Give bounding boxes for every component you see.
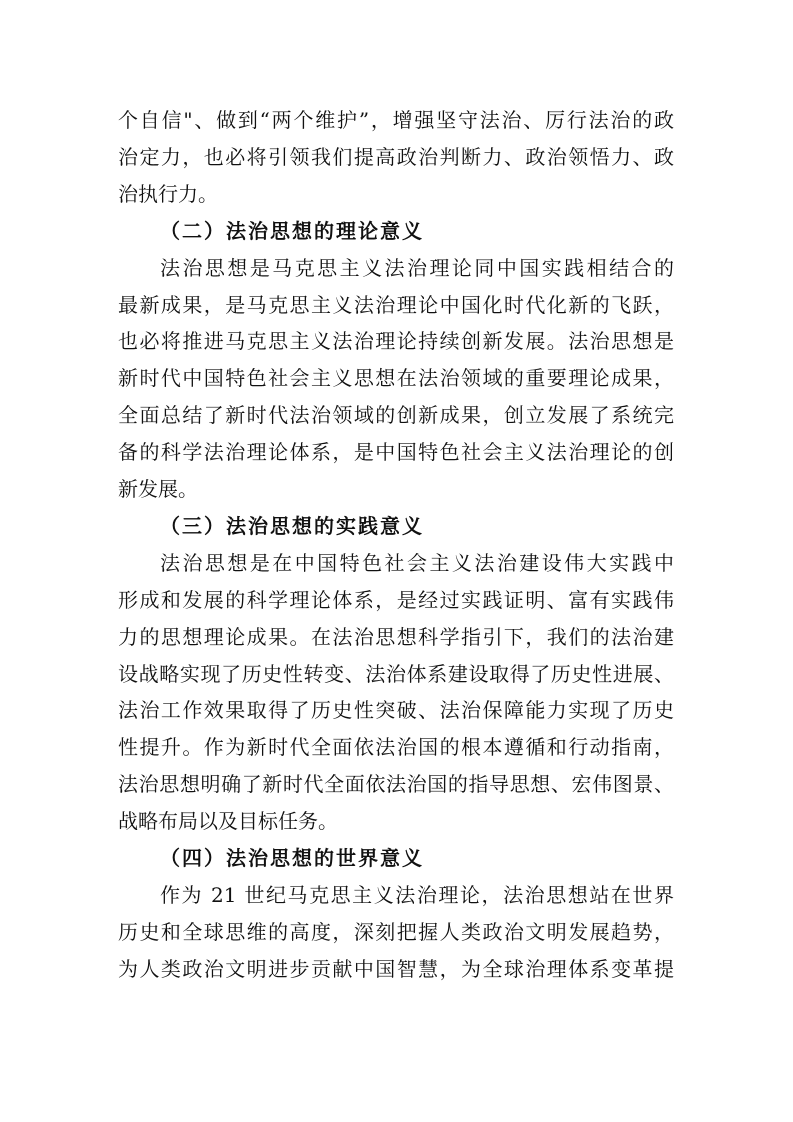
paragraph-line: 法治思想是马克思主义法治理论同中国实践相结合的 bbox=[160, 255, 674, 280]
paragraph-line: 为人类政治文明进步贡献中国智慧，为全球治理体系变革提 bbox=[118, 956, 674, 981]
paragraph-line: 法治思想明确了新时代全面依法治国的指导思想、宏伟图景、 bbox=[118, 772, 674, 797]
paragraph-line: 力的思想理论成果。在法治思想科学指引下，我们的法治建 bbox=[118, 624, 674, 649]
paragraph-line: 治定力，也必将引领我们提高政治判断力、政治领悟力、政 bbox=[118, 144, 674, 169]
paragraph-line: 法治工作效果取得了历史性突破、法治保障能力实现了历史 bbox=[118, 698, 674, 723]
paragraph-line: 新时代中国特色社会主义思想在法治领域的重要理论成果， bbox=[118, 366, 674, 391]
paragraph-line: 法治思想是在中国特色社会主义法治建设伟大实践中 bbox=[160, 550, 674, 575]
section-heading: （二）法治思想的理论意义 bbox=[160, 218, 424, 243]
paragraph-line: 性提升。作为新时代全面依法治国的根本遵循和行动指南， bbox=[118, 735, 674, 760]
paragraph-line: 历史和全球思维的高度，深刻把握人类政治文明发展趋势， bbox=[118, 919, 674, 944]
paragraph-line: 全面总结了新时代法治领域的创新成果，创立发展了系统完 bbox=[118, 403, 674, 428]
paragraph-line: 新发展。 bbox=[118, 477, 198, 501]
paragraph-line: 形成和发展的科学理论体系，是经过实践证明、富有实践伟 bbox=[118, 587, 674, 612]
paragraph-line: 设战略实现了历史性转变、法治体系建设取得了历史性进展、 bbox=[118, 661, 674, 686]
paragraph-line: 作为 21 世纪马克思主义法治理论，法治思想站在世界 bbox=[160, 882, 674, 907]
paragraph-line: 也必将推进马克思主义法治理论持续创新发展。法治思想是 bbox=[118, 329, 674, 354]
paragraph-line: 治执行力。 bbox=[118, 181, 218, 206]
paragraph-line: 个自信"、做到“两个维护”，增强坚守法治、厉行法治的政 bbox=[118, 108, 674, 132]
section-heading: （三）法治思想的实践意义 bbox=[160, 513, 424, 538]
paragraph-line: 备的科学法治理论体系，是中国特色社会主义法治理论的创 bbox=[118, 440, 674, 465]
section-heading: （四）法治思想的世界意义 bbox=[160, 846, 424, 870]
paragraph-line: 战略布局以及目标任务。 bbox=[118, 809, 338, 834]
paragraph-line: 最新成果，是马克思主义法治理论中国化时代化新的飞跃， bbox=[118, 292, 674, 317]
